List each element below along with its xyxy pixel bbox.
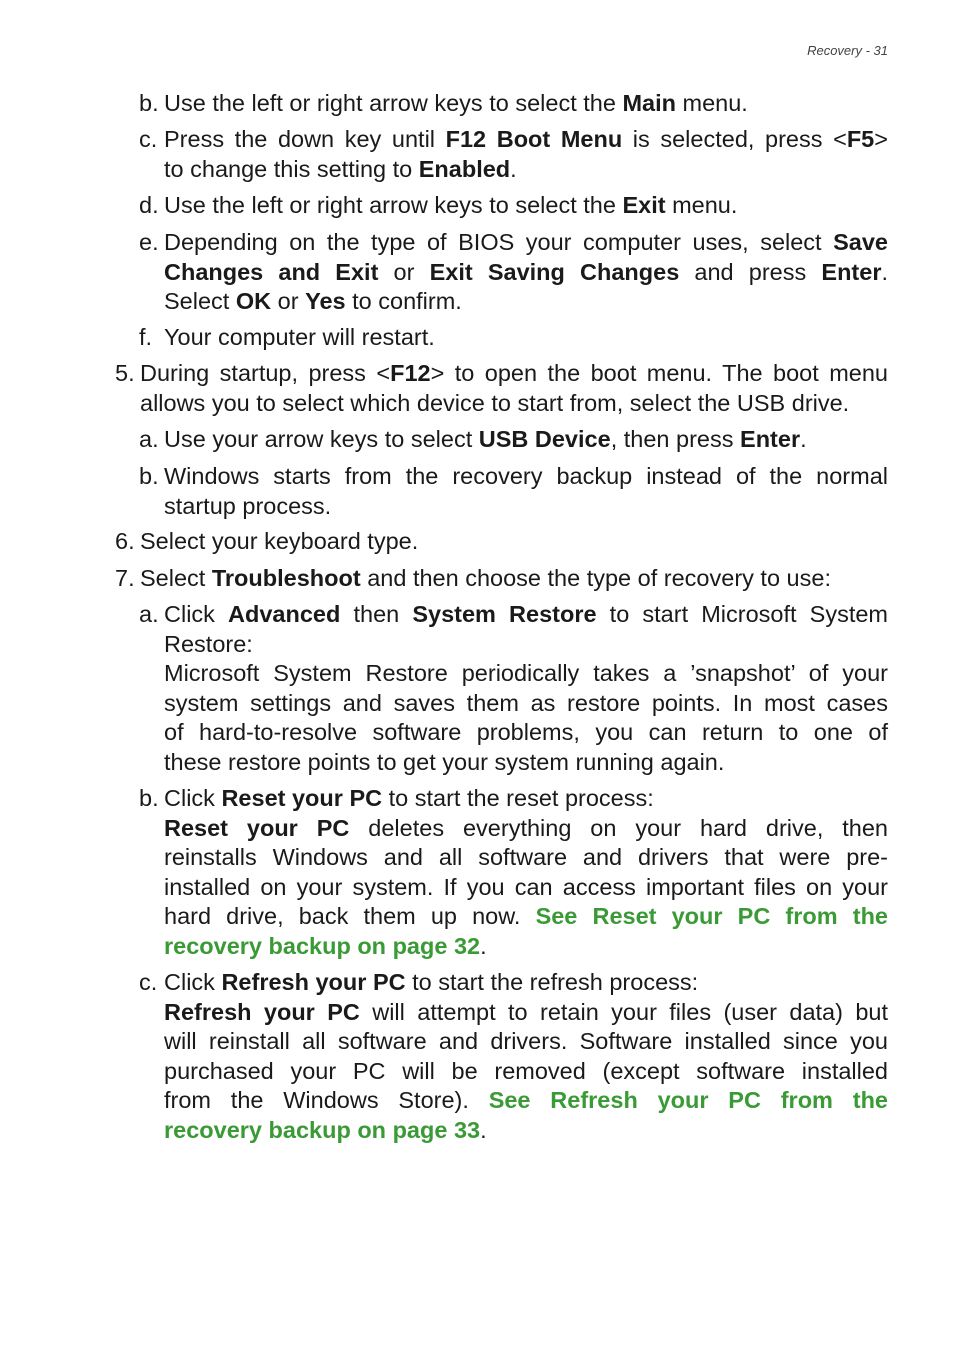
bold-term: Advanced bbox=[228, 601, 341, 627]
list-item-text bbox=[140, 564, 888, 594]
bold-term: Refresh your PC bbox=[164, 998, 360, 1025]
list-item-text bbox=[164, 125, 888, 184]
text-run: or bbox=[271, 288, 306, 315]
text-run: reinstalls Windows and all software and drivers that were pre- bbox=[164, 844, 888, 871]
text-run: Use the left or right arrow keys to select the bbox=[164, 192, 623, 218]
text-line bbox=[164, 843, 888, 873]
text-run: menu. bbox=[665, 192, 738, 218]
list-item-label: d. bbox=[139, 192, 159, 218]
list-item-text bbox=[164, 600, 888, 778]
text-run: Microsoft System Restore periodically takes a ’snapshot’ of your bbox=[164, 660, 888, 687]
list-item-label: c. bbox=[139, 126, 158, 152]
list-item-text bbox=[164, 462, 888, 521]
list-item-text bbox=[164, 89, 888, 119]
bold-term: Refresh your PC bbox=[221, 969, 406, 995]
text-run: Select bbox=[140, 565, 212, 591]
bold-term: USB Device bbox=[478, 426, 611, 452]
text-line bbox=[164, 1086, 888, 1116]
text-line bbox=[164, 492, 888, 522]
text-run: Use your arrow keys to select bbox=[164, 426, 479, 452]
text-run: and press bbox=[679, 258, 822, 285]
bold-term: System Restore bbox=[412, 601, 597, 627]
text-run: Select bbox=[164, 288, 236, 315]
text-run: these restore points to get your system running again. bbox=[164, 748, 725, 775]
text-line bbox=[140, 564, 888, 594]
list-item-label: e. bbox=[139, 229, 159, 255]
text-run: or bbox=[378, 258, 430, 285]
bold-term: OK bbox=[235, 288, 272, 315]
text-line bbox=[164, 258, 888, 288]
list-item-text bbox=[140, 527, 888, 557]
text-run: . bbox=[480, 1116, 487, 1143]
list-item-label: 5. bbox=[115, 360, 135, 386]
list-item-label: a. bbox=[139, 601, 159, 627]
text-line bbox=[164, 873, 888, 903]
list-item-label: f. bbox=[139, 324, 153, 350]
bold-term: Main bbox=[622, 90, 676, 116]
text-line bbox=[164, 784, 888, 814]
list-item-label: b. bbox=[139, 90, 159, 116]
text-run: hard drive, back them up now. bbox=[164, 903, 536, 930]
cross-reference-link[interactable]: See Reset your PC from the bbox=[535, 903, 888, 930]
bold-term: Reset your PC bbox=[221, 785, 383, 811]
text-run: . bbox=[480, 932, 487, 959]
text-line bbox=[164, 191, 888, 221]
text-run: Use the left or right arrow keys to select the bbox=[164, 90, 623, 116]
text-run: of hard-to-resolve software problems, you can return to one of bbox=[164, 719, 888, 746]
cross-reference-link[interactable]: See Refresh your PC from the bbox=[488, 1087, 888, 1114]
text-line bbox=[164, 323, 888, 353]
text-line bbox=[164, 748, 888, 778]
bold-term: Enter bbox=[821, 258, 882, 285]
bold-term: Yes bbox=[305, 288, 346, 315]
text-run: to start the refresh process: bbox=[405, 969, 699, 995]
list-item-label: c. bbox=[139, 969, 158, 995]
text-run: Your computer will restart. bbox=[164, 324, 435, 350]
text-line bbox=[164, 462, 888, 492]
bold-term: F5 bbox=[846, 126, 875, 152]
list-item-text bbox=[164, 191, 888, 221]
bold-term: Enter bbox=[740, 426, 801, 452]
text-line bbox=[164, 1057, 888, 1087]
list-item-text bbox=[164, 784, 888, 962]
text-run: Depending on the type of BIOS your computer uses, select bbox=[164, 229, 834, 255]
text-line bbox=[164, 932, 888, 962]
text-run: installed on your system. If you can access important files on your bbox=[164, 873, 888, 900]
bold-term: Enabled bbox=[418, 155, 511, 182]
text-run: . bbox=[800, 426, 807, 452]
text-run: system settings and saves them as restore points. In most cases bbox=[164, 689, 888, 716]
text-run: . bbox=[510, 155, 517, 182]
text-line bbox=[164, 228, 888, 258]
text-line bbox=[140, 359, 888, 389]
list-item-label: 7. bbox=[115, 565, 135, 591]
text-run: will attempt to retain your files (user data) but bbox=[359, 998, 888, 1025]
list-item-text bbox=[164, 323, 888, 353]
text-line bbox=[164, 630, 888, 660]
text-run: and then choose the type of recovery to use: bbox=[360, 565, 831, 591]
text-run: Click bbox=[164, 785, 222, 811]
text-run: Windows starts from the recovery backup instead of the normal bbox=[164, 463, 888, 489]
text-run: menu. bbox=[675, 90, 748, 116]
text-run: startup process. bbox=[164, 492, 332, 519]
list-item-text bbox=[164, 425, 888, 455]
bold-term: Exit Saving Changes bbox=[429, 258, 680, 285]
text-run: allows you to select which device to start from, select the USB drive. bbox=[140, 389, 850, 416]
text-run: from the Windows Store). bbox=[164, 1087, 489, 1114]
text-line bbox=[164, 968, 888, 998]
text-line bbox=[164, 425, 888, 455]
text-run: then bbox=[340, 601, 413, 627]
list-item-label: b. bbox=[139, 785, 159, 811]
text-line bbox=[164, 155, 888, 185]
page-header: Recovery - 31 bbox=[807, 43, 888, 58]
text-run: . bbox=[881, 258, 888, 285]
text-run: to start the reset process: bbox=[382, 785, 654, 811]
text-line bbox=[164, 89, 888, 119]
text-run: > bbox=[874, 126, 888, 152]
text-run: Restore: bbox=[164, 630, 253, 657]
list-item-label: a. bbox=[139, 426, 159, 452]
cross-reference-link[interactable]: recovery backup on page 32 bbox=[164, 932, 481, 959]
text-line bbox=[164, 125, 888, 155]
text-line bbox=[164, 689, 888, 719]
text-run: Press the down key until bbox=[164, 126, 446, 152]
text-line bbox=[140, 389, 888, 419]
bold-term: Exit bbox=[622, 192, 666, 218]
text-run: to confirm. bbox=[345, 288, 462, 315]
text-line bbox=[140, 527, 888, 557]
text-run: will reinstall all software and drivers. Software installed since you bbox=[164, 1028, 888, 1055]
text-line bbox=[164, 1116, 888, 1146]
text-line bbox=[164, 814, 888, 844]
bold-term: F12 Boot Menu bbox=[445, 126, 623, 152]
bold-term: Troubleshoot bbox=[211, 565, 361, 591]
bold-term: Changes and Exit bbox=[164, 258, 379, 285]
list-item-text bbox=[164, 968, 888, 1146]
text-run: Click bbox=[164, 601, 229, 627]
text-run: deletes everything on your hard drive, then bbox=[349, 814, 888, 841]
list-item-text bbox=[164, 228, 888, 317]
text-line bbox=[164, 659, 888, 689]
text-run: to change this setting to bbox=[164, 155, 419, 182]
list-item-label: b. bbox=[139, 463, 159, 489]
text-run: to start Microsoft System bbox=[596, 601, 888, 627]
text-line bbox=[164, 998, 888, 1028]
text-run: During startup, press < bbox=[140, 360, 391, 386]
bold-term: Reset your PC bbox=[164, 814, 350, 841]
text-line bbox=[164, 287, 888, 317]
text-line bbox=[164, 718, 888, 748]
text-run: > to open the boot menu. The boot menu bbox=[430, 360, 888, 386]
list-item-label: 6. bbox=[115, 528, 135, 554]
text-run: Select your keyboard type. bbox=[140, 528, 419, 554]
text-line bbox=[164, 1027, 888, 1057]
text-run: , then press bbox=[610, 426, 741, 452]
text-run: Click bbox=[164, 969, 222, 995]
bold-term: F12 bbox=[390, 360, 431, 386]
text-line bbox=[164, 600, 888, 630]
list-item-text bbox=[140, 359, 888, 418]
bold-term: Save bbox=[833, 229, 888, 255]
text-line bbox=[164, 902, 888, 932]
text-run: is selected, press < bbox=[622, 126, 847, 152]
text-run: purchased your PC will be removed (except software installed bbox=[164, 1057, 888, 1084]
cross-reference-link[interactable]: recovery backup on page 33 bbox=[164, 1116, 481, 1143]
